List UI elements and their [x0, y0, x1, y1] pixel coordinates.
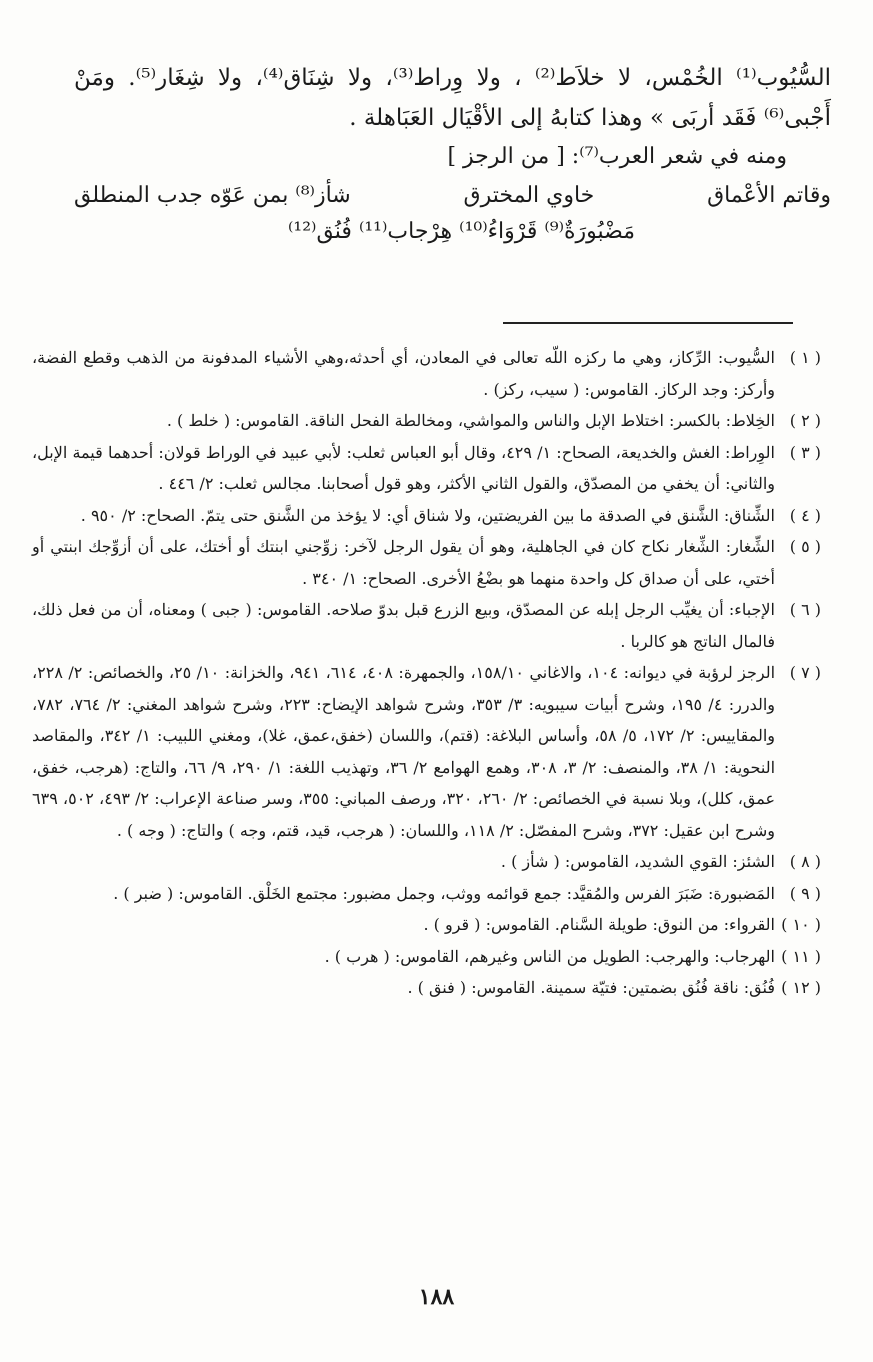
footnotes — [32, 342, 821, 1004]
footnote-11 — [32, 941, 821, 973]
footnote-7 — [32, 657, 821, 846]
footnote-number: ( ٥ ) — [789, 537, 821, 556]
footnote-text: الوِراط: الغش والخديعة، الصحاح: ١/ ٤٢٩، وقال أبو العباس ثعلب: لأبي عبيد في الوراط قولان: أحدهما قيمة الإبل، والثاني: أن يخفي من المصدّق، والقول الثاني الأكثر، وهو قول أصحابنا. مجالس ثعلب: ٢/ ٤٤٦ . — [32, 442, 775, 493]
footnote-number: ( ١٠ ) — [781, 915, 821, 934]
footnote-6 — [32, 594, 821, 657]
footnote-text: الرجز لرؤبة في ديوانه: ١٠٤، والاغاني ١٥٨/١٠، والجمهرة: ٤٠٨، ٦١٤، ٩٤١، والخزانة: ١٠/ ٢٥، والخصائص: ٢/ ٢٢٨، والدرر: ٤/ ١٩٥، وشرح أبيات سيبويه: ٣/ ٣٥٣، وشرح شواهد الإيضاح: ٢٢٣، وشرح شواهد المغني: ٢/ ٧٦٤، ٧٨٢، والمقاييس: ٢/ ١٧٢، ٥/ ٥٨، وأساس البلاغة: (قتم)، واللسان (خفق،عمق، غلا)، ومغني اللبيب: ١/ ٣٤٢، والمقاصد النحوية: ١/ ٣٨، والمنصف: ٢/ ٣، ٣٠٨، وهمع الهوامع ٢/ ٣٦، وتهذيب اللغة: ١/ ٢٩٠، ٩/ ٦٦، والتاج: (هرجب، خفق، عمق، كلل)، وبلا نسبة في الخصائص: ٢/ ٢٦٠، ٣٢٠، ورصف المباني: ٣٥٥، وسر صناعة الإعراب: ٢/ ٤٩٣، ٥٠٢، ٦٣٩ وشرح ابن عقيل: ٣٧٢، وشرح المفصّل: ٢/ ١١٨، واللسان: ( هرجب، قيد، قتم، وجه ) والتاج: ( وجه ) . — [32, 663, 776, 840]
verse-intro: ومنه في شعر العرب⁽⁷⁾: [ من الرجز ] — [447, 144, 787, 169]
footnote-number: ( ٨ ) — [789, 852, 821, 871]
footnote-text: الخِلاط: بالكسر: اختلاط الإبل والناس والمواشي، ومخالطة الفحل الناقة. القاموس: ( خلط ) . — [166, 411, 775, 430]
verse-hemistich-middle: خاوي المخترق — [463, 183, 595, 208]
footnote-number: ( ٩ ) — [789, 883, 821, 903]
footnote-text: السُّيوب: الرِّكاز، وهي ما ركزه اللّه تعالى في المعادن، أي أحدثه،وهي الأشياء المدفونة من الذهب وقطع الفضة، وأركز: وجد الركاز. القاموس: ( سيب، ركز) . — [32, 348, 775, 399]
footnote-number: ( ١١ ) — [781, 946, 821, 966]
footnote-9 — [32, 878, 821, 910]
footnote-text: فُنُق: ناقة فُنُق بضمتين: فتيّة سمينة. القاموس: ( فنق ) . — [407, 978, 775, 997]
footnote-10 — [32, 909, 821, 941]
footnote-1 — [32, 342, 821, 405]
verse-line-1 — [74, 178, 831, 214]
verse-line-2: مَضْبُورَةٌ⁽⁹⁾ قَرْوَاءُ⁽¹⁰⁾ هِرْجاب⁽¹¹⁾ فُنُق⁽¹²⁾ — [288, 219, 635, 244]
footnote-number: ( ٤ ) — [789, 505, 821, 525]
footnote-number: ( ١٢ ) — [781, 978, 821, 997]
footnote-text: الإجباء: أن يغيِّب الرجل إبله عن المصدّق، وبيع الزرع قبل بدوّ صلاحه. القاموس: ( جبى ) ومعناه، أن من فعل ذلك، فالمال الناتج هو كالربا . — [32, 600, 775, 651]
footnote-text: القرواء: من النوق: طويلة السَّنام. القاموس: ( قرو ) . — [423, 915, 775, 934]
footnote-number: ( ٣ ) — [789, 442, 821, 462]
footnote-number: ( ٢ ) — [789, 411, 821, 430]
footnote-text: الهرجاب: والهرجب: الطويل من الناس وغيرهم، القاموس: ( هرب ) . — [324, 946, 775, 966]
main-text — [74, 58, 831, 250]
footnote-5 — [32, 531, 821, 594]
footnote-4 — [32, 500, 821, 532]
footnote-3 — [32, 437, 821, 500]
footnote-8 — [32, 846, 821, 878]
main-line-2: أَجْبى⁽⁶⁾ فَقَد أربَى » وهذا كتابهُ إلى الأقْيَال العَبَاهلة . — [349, 105, 831, 131]
footnote-text: المَضبورة: ضَبَرَ الفرس والمُقيَّد: جمع قوائمه ووثب، وجمل مضبور: مجتمع الخَلْق. القاموس: ( ضبر ) . — [113, 883, 775, 903]
footnote-text: الشِّناق: الشَّنق في الصدقة ما بين الفريضتين، ولا شناق أي: لا يؤخذ من الشَّنق حتى يتمّ. الصحاح: ٢/ ٩٥٠ . — [80, 505, 775, 525]
footnote-12 — [32, 972, 821, 1004]
footnote-text: الشِّغار: الشِّغار نكاح كان في الجاهلية، وهو أن يقول الرجل لآخر: زوِّجني ابنتك أو أختك، على أن أزوِّجك ابنتي أو أختي، على أن صداق كل واحدة منهما هو بضْعُ الأخرى. الصحاح: ١/ ٣٤٠ . — [32, 537, 775, 588]
footnote-separator — [503, 322, 793, 324]
main-line-1: السُّيُوب⁽¹⁾ الخُمْس، لا خلاَط⁽²⁾ ، ولا وِراط⁽³⁾، ولا شِنَاق⁽⁴⁾، ولا شِغَار⁽⁵⁾. ومَنْ — [74, 65, 831, 91]
footnote-text: الشئز: القوي الشديد، القاموس: ( شأز ) . — [500, 852, 775, 871]
footnote-number: ( ٦ ) — [789, 600, 821, 619]
footnote-number: ( ١ ) — [789, 348, 821, 367]
footnote-2 — [32, 405, 821, 437]
verse-hemistich-right: وقاتم الأعْماق — [707, 183, 831, 208]
verse-hemistich-left: شأز⁽⁸⁾ بمن عَوّه جدب المنطلق — [74, 183, 351, 208]
page-number: ١٨٨ — [418, 1284, 455, 1310]
footnote-number: ( ٧ ) — [789, 663, 821, 682]
